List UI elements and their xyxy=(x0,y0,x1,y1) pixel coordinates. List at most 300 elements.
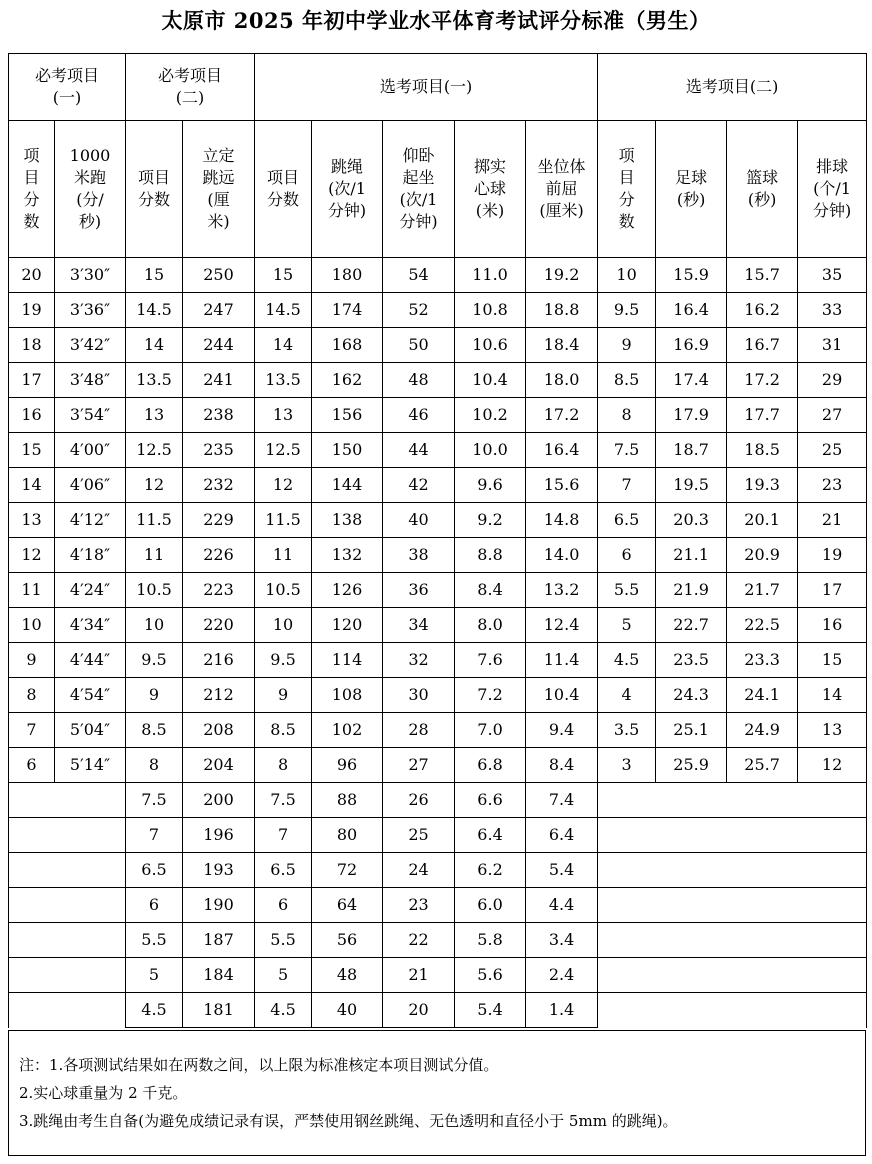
table-row xyxy=(9,678,867,713)
col-sit-ups-cell: 34 xyxy=(383,608,455,643)
col-sit-ups-cell: 24 xyxy=(383,853,455,888)
col-score-4-cell: 5.5 xyxy=(598,573,656,608)
empty-cell xyxy=(598,958,867,993)
header-line: 数 xyxy=(23,212,40,231)
col-rope-skipping-cell: 174 xyxy=(312,293,383,328)
col-score-3-cell: 8 xyxy=(255,748,312,783)
col-score-3-cell: 6 xyxy=(255,888,312,923)
header-line: 立定 xyxy=(202,146,235,165)
col-medicine-ball-cell: 5.8 xyxy=(455,923,526,958)
col-volleyball-cell: 15 xyxy=(798,643,867,678)
col-football-cell: 17.9 xyxy=(656,398,727,433)
col-score-3-cell: 11.5 xyxy=(255,503,312,538)
col-1000m-run-cell: 4′18″ xyxy=(55,538,126,573)
table-row xyxy=(9,713,867,748)
table-row-extended xyxy=(9,923,867,958)
col-football-cell: 22.7 xyxy=(656,608,727,643)
header-line: 秒) xyxy=(78,212,102,231)
group-header-required-2: 必考项目 (二) xyxy=(126,54,255,121)
col-sit-ups-cell: 21 xyxy=(383,958,455,993)
col-score-4-cell: 8 xyxy=(598,398,656,433)
table-row-extended xyxy=(9,993,867,1028)
col-sit-and-reach-cell: 1.4 xyxy=(526,993,598,1028)
table-row-extended xyxy=(9,888,867,923)
col-football-cell: 16.9 xyxy=(656,328,727,363)
col-medicine-ball-cell: 10.2 xyxy=(455,398,526,433)
col-basketball-cell: 20.9 xyxy=(727,538,798,573)
col-medicine-ball-cell: 8.0 xyxy=(455,608,526,643)
header-line: 米) xyxy=(207,212,230,231)
col-sit-and-reach-cell: 18.0 xyxy=(526,363,598,398)
col-basketball-cell: 15.7 xyxy=(727,258,798,293)
col-score-3-cell: 7 xyxy=(255,818,312,853)
col-sit-and-reach-cell: 15.6 xyxy=(526,468,598,503)
header-line: 1000 xyxy=(69,146,111,165)
col-sit-ups-cell: 44 xyxy=(383,433,455,468)
col-score-2-cell: 4.5 xyxy=(126,993,183,1028)
col-score-3-cell: 14.5 xyxy=(255,293,312,328)
col-score-2-cell: 13.5 xyxy=(126,363,183,398)
col-rope-skipping-cell: 144 xyxy=(312,468,383,503)
col-score-cell: 10 xyxy=(9,608,55,643)
col-basketball-cell: 25.7 xyxy=(727,748,798,783)
col-1000m-run-cell: 3′30″ xyxy=(55,258,126,293)
col-sit-ups-cell: 40 xyxy=(383,503,455,538)
col-sit-and-reach-cell: 14.8 xyxy=(526,503,598,538)
empty-cell xyxy=(598,783,867,818)
table-row-extended xyxy=(9,853,867,888)
note-2: 2.实心球重量为 2 千克。 xyxy=(19,1084,188,1102)
col-rope-skipping-cell: 72 xyxy=(312,853,383,888)
col-sit-ups-cell: 23 xyxy=(383,888,455,923)
col-medicine-ball-cell: 10.8 xyxy=(455,293,526,328)
col-score-3-cell: 13.5 xyxy=(255,363,312,398)
col-volleyball-cell: 29 xyxy=(798,363,867,398)
col-1000m-run-cell: 3′42″ xyxy=(55,328,126,363)
col-score-4-cell: 10 xyxy=(598,258,656,293)
col-sit-ups-cell: 50 xyxy=(383,328,455,363)
header-line: 跳绳 xyxy=(331,157,364,176)
col-sit-and-reach-cell: 18.4 xyxy=(526,328,598,363)
col-rope-skipping-cell: 88 xyxy=(312,783,383,818)
col-standing-long-jump-cell: 216 xyxy=(183,643,255,678)
col-sit-ups-cell: 46 xyxy=(383,398,455,433)
header-line: 心球 xyxy=(474,179,507,198)
col-rope-skipping-cell: 102 xyxy=(312,713,383,748)
table-row xyxy=(9,258,867,293)
col-volleyball-cell: 17 xyxy=(798,573,867,608)
empty-cell xyxy=(9,923,126,958)
col-score-3-cell: 5.5 xyxy=(255,923,312,958)
col-score-4-cell: 8.5 xyxy=(598,363,656,398)
empty-cell xyxy=(9,888,126,923)
note-1: 注：1.各项测试结果如在两数之间，以上限为标准核定本项目测试分值。 xyxy=(19,1056,499,1074)
col-score-2-cell: 10 xyxy=(126,608,183,643)
col-sit-ups-cell: 30 xyxy=(383,678,455,713)
table-row xyxy=(9,608,867,643)
col-sit-ups-cell: 32 xyxy=(383,643,455,678)
col-score-3-cell: 12 xyxy=(255,468,312,503)
col-medicine-ball-cell: 6.6 xyxy=(455,783,526,818)
header-line: 分 xyxy=(23,190,40,209)
header-line: (秒) xyxy=(676,190,706,209)
table-row xyxy=(9,433,867,468)
col-rope-skipping-cell: 168 xyxy=(312,328,383,363)
header-line: (次/1 xyxy=(399,190,438,209)
col-sit-and-reach-cell: 9.4 xyxy=(526,713,598,748)
col-volleyball-cell: 13 xyxy=(798,713,867,748)
col-sit-ups-cell: 20 xyxy=(383,993,455,1028)
col-score-cell: 7 xyxy=(9,713,55,748)
col-football-cell: 17.4 xyxy=(656,363,727,398)
empty-cell xyxy=(598,993,867,1028)
col-rope-skipping-cell: 40 xyxy=(312,993,383,1028)
header-line: (米) xyxy=(475,201,505,220)
col-standing-long-jump-cell: 223 xyxy=(183,573,255,608)
col-score-4-header xyxy=(598,121,656,258)
col-rope-skipping-cell: 180 xyxy=(312,258,383,293)
col-standing-long-jump-cell: 226 xyxy=(183,538,255,573)
col-football-cell: 23.5 xyxy=(656,643,727,678)
col-football-cell: 15.9 xyxy=(656,258,727,293)
col-score-cell: 11 xyxy=(9,573,55,608)
table-row-extended xyxy=(9,783,867,818)
col-rope-skipping-cell: 64 xyxy=(312,888,383,923)
col-football-cell: 16.4 xyxy=(656,293,727,328)
col-medicine-ball-cell: 5.6 xyxy=(455,958,526,993)
empty-cell xyxy=(9,783,126,818)
header-line: 分钟) xyxy=(399,212,438,231)
col-sit-and-reach-cell: 6.4 xyxy=(526,818,598,853)
col-score-2-cell: 9 xyxy=(126,678,183,713)
col-sit-ups-cell: 36 xyxy=(383,573,455,608)
col-score-3-cell: 10.5 xyxy=(255,573,312,608)
col-football-cell: 20.3 xyxy=(656,503,727,538)
col-medicine-ball-cell: 9.6 xyxy=(455,468,526,503)
col-standing-long-jump-cell: 229 xyxy=(183,503,255,538)
col-medicine-ball-cell: 10.6 xyxy=(455,328,526,363)
col-score-4-cell: 6 xyxy=(598,538,656,573)
col-standing-long-jump-cell: 235 xyxy=(183,433,255,468)
header-line: 分数 xyxy=(267,190,300,209)
header-line: (分/ xyxy=(76,190,104,209)
col-score-3-cell: 12.5 xyxy=(255,433,312,468)
col-score-cell: 13 xyxy=(9,503,55,538)
col-volleyball-cell: 25 xyxy=(798,433,867,468)
col-rope-skipping-cell: 120 xyxy=(312,608,383,643)
header-line: 项 xyxy=(23,146,40,165)
col-score-cell: 8 xyxy=(9,678,55,713)
col-standing-long-jump-cell: 184 xyxy=(183,958,255,993)
empty-cell xyxy=(9,958,126,993)
col-sit-and-reach-cell: 5.4 xyxy=(526,853,598,888)
col-medicine-ball-header xyxy=(455,121,526,258)
header-line: (秒) xyxy=(747,190,777,209)
col-medicine-ball-cell: 6.0 xyxy=(455,888,526,923)
header-line: 目 xyxy=(618,168,635,187)
table-row xyxy=(9,468,867,503)
col-standing-long-jump-cell: 204 xyxy=(183,748,255,783)
col-sit-and-reach-cell: 14.0 xyxy=(526,538,598,573)
col-score-4-cell: 3.5 xyxy=(598,713,656,748)
group-header-elective-1: 选考项目(一) xyxy=(255,54,598,121)
col-score-4-cell: 4 xyxy=(598,678,656,713)
col-score-3-cell: 14 xyxy=(255,328,312,363)
col-score-4-cell: 5 xyxy=(598,608,656,643)
col-rope-skipping-cell: 126 xyxy=(312,573,383,608)
col-sit-and-reach-cell: 8.4 xyxy=(526,748,598,783)
col-score-cell: 14 xyxy=(9,468,55,503)
header-line: 篮球 xyxy=(746,168,779,187)
col-sit-ups-cell: 42 xyxy=(383,468,455,503)
col-volleyball-cell: 33 xyxy=(798,293,867,328)
col-1000m-run-cell: 4′06″ xyxy=(55,468,126,503)
col-score-3-header xyxy=(255,121,312,258)
col-score-cell: 17 xyxy=(9,363,55,398)
col-medicine-ball-cell: 7.0 xyxy=(455,713,526,748)
col-sit-and-reach-cell: 10.4 xyxy=(526,678,598,713)
header-line: 分钟) xyxy=(812,201,852,220)
col-sit-and-reach-cell: 11.4 xyxy=(526,643,598,678)
col-sit-ups-cell: 26 xyxy=(383,783,455,818)
col-standing-long-jump-cell: 200 xyxy=(183,783,255,818)
col-score-3-cell: 8.5 xyxy=(255,713,312,748)
header-line: 仰卧 xyxy=(402,146,435,165)
header-line: 分钟) xyxy=(327,201,367,220)
table-row xyxy=(9,538,867,573)
col-score-2-cell: 12 xyxy=(126,468,183,503)
col-score-2-cell: 5.5 xyxy=(126,923,183,958)
col-sit-and-reach-cell: 12.4 xyxy=(526,608,598,643)
col-score-4-cell: 9 xyxy=(598,328,656,363)
page-title: 太原市 2025 年初中学业水平体育考试评分标准（男生） xyxy=(161,8,711,33)
col-standing-long-jump-cell: 241 xyxy=(183,363,255,398)
col-sit-and-reach-cell: 4.4 xyxy=(526,888,598,923)
header-line: (厘 xyxy=(207,190,230,209)
col-volleyball-cell: 19 xyxy=(798,538,867,573)
col-score-cell: 6 xyxy=(9,748,55,783)
col-score-2-cell: 14 xyxy=(126,328,183,363)
col-score-header xyxy=(9,121,55,258)
header-line: (次/1 xyxy=(328,179,366,198)
col-medicine-ball-cell: 7.6 xyxy=(455,643,526,678)
col-score-2-cell: 7.5 xyxy=(126,783,183,818)
col-1000m-run-cell: 5′04″ xyxy=(55,713,126,748)
header-line: 坐位体 xyxy=(537,157,586,176)
col-score-cell: 16 xyxy=(9,398,55,433)
col-standing-long-jump-cell: 250 xyxy=(183,258,255,293)
col-standing-long-jump-cell: 196 xyxy=(183,818,255,853)
col-score-2-cell: 14.5 xyxy=(126,293,183,328)
col-score-cell: 9 xyxy=(9,643,55,678)
col-score-2-cell: 8 xyxy=(126,748,183,783)
col-basketball-cell: 24.1 xyxy=(727,678,798,713)
col-score-3-cell: 9 xyxy=(255,678,312,713)
col-1000m-run-cell: 4′34″ xyxy=(55,608,126,643)
col-rope-skipping-cell: 56 xyxy=(312,923,383,958)
col-score-3-cell: 5 xyxy=(255,958,312,993)
table-row xyxy=(9,398,867,433)
col-score-3-cell: 4.5 xyxy=(255,993,312,1028)
col-sit-ups-cell: 52 xyxy=(383,293,455,328)
scoring-table xyxy=(8,53,867,1028)
col-standing-long-jump-cell: 220 xyxy=(183,608,255,643)
col-1000m-run-cell: 4′44″ xyxy=(55,643,126,678)
col-football-cell: 21.9 xyxy=(656,573,727,608)
col-rope-skipping-cell: 48 xyxy=(312,958,383,993)
col-standing-long-jump-cell: 212 xyxy=(183,678,255,713)
empty-cell xyxy=(9,853,126,888)
col-standing-long-jump-cell: 208 xyxy=(183,713,255,748)
col-volleyball-cell: 27 xyxy=(798,398,867,433)
col-score-4-cell: 7.5 xyxy=(598,433,656,468)
header-line: 排球 xyxy=(816,157,849,176)
empty-cell xyxy=(9,993,126,1028)
col-sit-ups-cell: 38 xyxy=(383,538,455,573)
col-score-cell: 18 xyxy=(9,328,55,363)
col-football-cell: 19.5 xyxy=(656,468,727,503)
group-header-required-1: 必考项目 (一) xyxy=(9,54,126,121)
header-line: 跳远 xyxy=(202,168,235,187)
table-row xyxy=(9,503,867,538)
col-basketball-cell: 17.2 xyxy=(727,363,798,398)
col-basketball-cell: 20.1 xyxy=(727,503,798,538)
col-sit-and-reach-cell: 3.4 xyxy=(526,923,598,958)
header-line: (厘米) xyxy=(539,201,584,220)
col-score-2-cell: 13 xyxy=(126,398,183,433)
header-line: 项目 xyxy=(267,168,300,187)
col-rope-skipping-cell: 114 xyxy=(312,643,383,678)
table-row xyxy=(9,573,867,608)
col-basketball-cell: 24.9 xyxy=(727,713,798,748)
col-1000m-run-cell: 3′36″ xyxy=(55,293,126,328)
col-basketball-cell: 16.7 xyxy=(727,328,798,363)
empty-cell xyxy=(598,923,867,958)
col-1000m-run-cell: 3′54″ xyxy=(55,398,126,433)
col-score-2-cell: 6 xyxy=(126,888,183,923)
col-medicine-ball-cell: 10.0 xyxy=(455,433,526,468)
col-rope-skipping-cell: 156 xyxy=(312,398,383,433)
col-sit-and-reach-cell: 16.4 xyxy=(526,433,598,468)
header-line: 分数 xyxy=(138,190,171,209)
col-medicine-ball-cell: 7.2 xyxy=(455,678,526,713)
col-sit-and-reach-cell: 17.2 xyxy=(526,398,598,433)
col-standing-long-jump-cell: 193 xyxy=(183,853,255,888)
col-score-3-cell: 15 xyxy=(255,258,312,293)
group-header-elective-2: 选考项目(二) xyxy=(598,54,867,121)
col-sit-ups-header xyxy=(383,121,455,258)
col-football-cell: 18.7 xyxy=(656,433,727,468)
header-line: 目 xyxy=(23,168,40,187)
col-sit-and-reach-cell: 19.2 xyxy=(526,258,598,293)
col-score-4-cell: 3 xyxy=(598,748,656,783)
col-sit-ups-cell: 54 xyxy=(383,258,455,293)
col-1000m-run-header xyxy=(55,121,126,258)
col-basketball-cell: 21.7 xyxy=(727,573,798,608)
table-row-extended xyxy=(9,818,867,853)
col-score-cell: 12 xyxy=(9,538,55,573)
col-medicine-ball-cell: 11.0 xyxy=(455,258,526,293)
col-sit-and-reach-cell: 18.8 xyxy=(526,293,598,328)
col-score-cell: 20 xyxy=(9,258,55,293)
header-line: 起坐 xyxy=(402,168,435,187)
col-football-cell: 25.1 xyxy=(656,713,727,748)
col-medicine-ball-cell: 5.4 xyxy=(455,993,526,1028)
col-score-2-cell: 9.5 xyxy=(126,643,183,678)
col-volleyball-cell: 12 xyxy=(798,748,867,783)
col-basketball-cell: 18.5 xyxy=(727,433,798,468)
col-volleyball-cell: 21 xyxy=(798,503,867,538)
col-sit-and-reach-cell: 13.2 xyxy=(526,573,598,608)
header-line: 数 xyxy=(618,212,635,231)
col-volleyball-cell: 14 xyxy=(798,678,867,713)
col-standing-long-jump-cell: 238 xyxy=(183,398,255,433)
col-score-3-cell: 6.5 xyxy=(255,853,312,888)
col-basketball-cell: 17.7 xyxy=(727,398,798,433)
col-basketball-header xyxy=(727,121,798,258)
col-volleyball-cell: 23 xyxy=(798,468,867,503)
col-medicine-ball-cell: 6.2 xyxy=(455,853,526,888)
col-standing-long-jump-cell: 181 xyxy=(183,993,255,1028)
empty-cell xyxy=(598,888,867,923)
col-score-3-cell: 11 xyxy=(255,538,312,573)
col-basketball-cell: 16.2 xyxy=(727,293,798,328)
table-row xyxy=(9,363,867,398)
col-volleyball-header xyxy=(798,121,867,258)
col-medicine-ball-cell: 6.4 xyxy=(455,818,526,853)
col-score-3-cell: 10 xyxy=(255,608,312,643)
note-3: 3.跳绳由考生自备(为避免成绩记录有误，严禁使用钢丝跳绳、无色透明和直径小于 5mm 的跳绳)。 xyxy=(19,1112,678,1130)
col-football-cell: 25.9 xyxy=(656,748,727,783)
col-medicine-ball-cell: 10.4 xyxy=(455,363,526,398)
col-sit-and-reach-cell: 7.4 xyxy=(526,783,598,818)
col-1000m-run-cell: 4′00″ xyxy=(55,433,126,468)
col-sit-ups-cell: 28 xyxy=(383,713,455,748)
col-score-2-cell: 11.5 xyxy=(126,503,183,538)
header-line: (个/1 xyxy=(813,179,851,198)
col-rope-skipping-cell: 132 xyxy=(312,538,383,573)
col-rope-skipping-cell: 150 xyxy=(312,433,383,468)
col-sit-and-reach-cell: 2.4 xyxy=(526,958,598,993)
col-medicine-ball-cell: 8.8 xyxy=(455,538,526,573)
col-rope-skipping-cell: 96 xyxy=(312,748,383,783)
col-basketball-cell: 22.5 xyxy=(727,608,798,643)
col-score-2-cell: 5 xyxy=(126,958,183,993)
col-score-2-cell: 6.5 xyxy=(126,853,183,888)
col-1000m-run-cell: 4′12″ xyxy=(55,503,126,538)
col-score-4-cell: 7 xyxy=(598,468,656,503)
col-rope-skipping-cell: 138 xyxy=(312,503,383,538)
col-sit-ups-cell: 25 xyxy=(383,818,455,853)
col-basketball-cell: 19.3 xyxy=(727,468,798,503)
col-score-cell: 19 xyxy=(9,293,55,328)
col-volleyball-cell: 31 xyxy=(798,328,867,363)
header-line: 项目 xyxy=(138,168,171,187)
col-standing-long-jump-cell: 190 xyxy=(183,888,255,923)
col-score-2-cell: 12.5 xyxy=(126,433,183,468)
col-score-4-cell: 9.5 xyxy=(598,293,656,328)
col-1000m-run-cell: 5′14″ xyxy=(55,748,126,783)
col-football-cell: 21.1 xyxy=(656,538,727,573)
header-line: 米跑 xyxy=(74,168,107,187)
col-score-2-cell: 11 xyxy=(126,538,183,573)
col-score-3-cell: 7.5 xyxy=(255,783,312,818)
empty-cell xyxy=(9,818,126,853)
col-1000m-run-cell: 4′54″ xyxy=(55,678,126,713)
col-standing-long-jump-header xyxy=(183,121,255,258)
col-score-2-cell: 8.5 xyxy=(126,713,183,748)
col-sit-ups-cell: 22 xyxy=(383,923,455,958)
